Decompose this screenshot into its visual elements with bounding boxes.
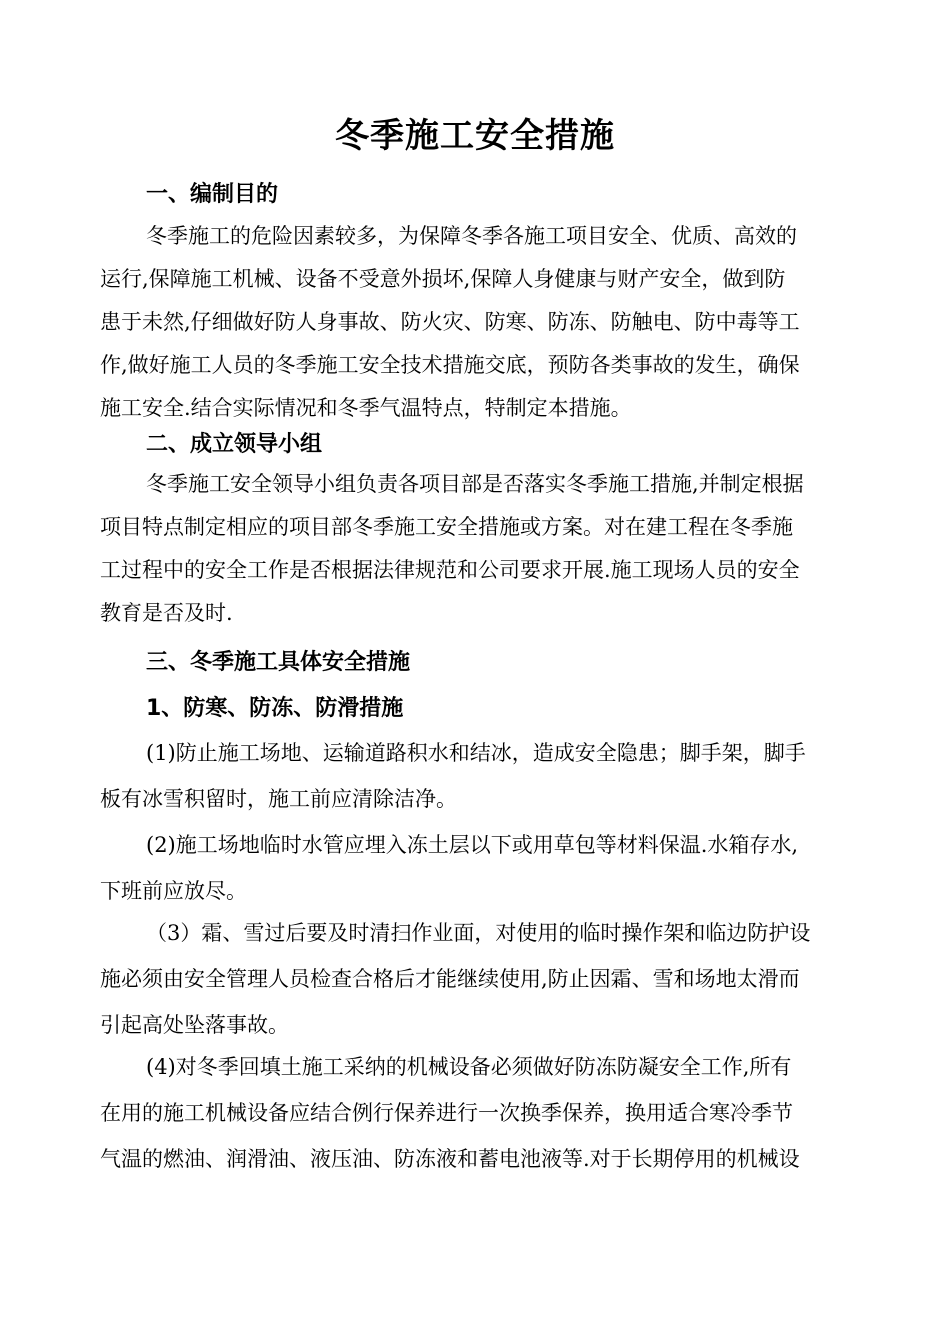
paragraph-item-4	[100, 1044, 852, 1182]
paragraph-item-2	[100, 822, 852, 914]
paragraph-line: （3）霜、雪过后要及时清扫作业面，对使用的临时操作架和临边防护设	[146, 921, 811, 945]
paragraph-line: 冬季施工安全领导小组负责各项目部是否落实冬季施工措施,并制定根据	[146, 472, 804, 496]
paragraph-line: (1)防止施工场地、运输道路积水和结冰，造成安全隐患；脚手架，脚手	[146, 741, 806, 765]
paragraph-line: 在用的施工机械设备应结合例行保养进行一次换季保养，换用适合寒冷季节	[100, 1101, 793, 1125]
paragraph-line: 工过程中的安全工作是否根据法律规范和公司要求开展.施工现场人员的安全	[100, 558, 800, 582]
document-title: 冬季施工安全措施	[335, 116, 615, 156]
paragraph-line: 气温的燃油、润滑油、液压油、防冻液和蓄电池液等.对于长期停用的机械设	[100, 1147, 800, 1171]
paragraph-line: 施必须由安全管理人员检查合格后才能继续使用,防止因霜、雪和场地太滑而	[100, 967, 800, 991]
paragraph-item-1	[100, 730, 852, 822]
subsection-heading-antifreeze: 1、防寒、防冻、防滑措施	[146, 696, 404, 721]
paragraph-line: 教育是否及时.	[100, 601, 233, 625]
section-heading-leadership: 二、成立领导小组	[146, 432, 323, 457]
paragraph-line: 运行,保障施工机械、设备不受意外损坏,保障人身健康与财产安全，做到防	[100, 267, 786, 291]
paragraph-line: (4)对冬季回填土施工采纳的机械设备必须做好防冻防凝安全工作,所有	[146, 1055, 792, 1079]
paragraph-leadership	[100, 463, 852, 635]
paragraph-line: 施工安全.结合实际情况和冬季气温特点，特制定本措施。	[100, 396, 632, 420]
section-heading-purpose: 一、编制目的	[146, 182, 279, 207]
paragraph-line: 项目特点制定相应的项目部冬季施工安全措施或方案。对在建工程在冬季施	[100, 515, 793, 539]
paragraph-purpose	[100, 215, 852, 430]
paragraph-line: 引起高处坠落事故。	[100, 1013, 289, 1037]
paragraph-line: 冬季施工的危险因素较多，为保障冬季各施工项目安全、优质、高效的	[146, 224, 797, 248]
section-heading-measures: 三、冬季施工具体安全措施	[146, 650, 411, 675]
paragraph-line: (2)施工场地临时水管应埋入冻土层以下或用草包等材料保温.水箱存水,	[146, 833, 799, 857]
paragraph-item-3	[100, 910, 852, 1048]
paragraph-line: 作,做好施工人员的冬季施工安全技术措施交底，预防各类事故的发生，确保	[100, 353, 800, 377]
paragraph-line: 下班前应放尽。	[100, 879, 247, 903]
paragraph-line: 板有冰雪积留时，施工前应清除洁净。	[100, 787, 457, 811]
paragraph-line: 患于未然,仔细做好防人身事故、防火灾、防寒、防冻、防触电、防中毒等工	[100, 310, 800, 334]
